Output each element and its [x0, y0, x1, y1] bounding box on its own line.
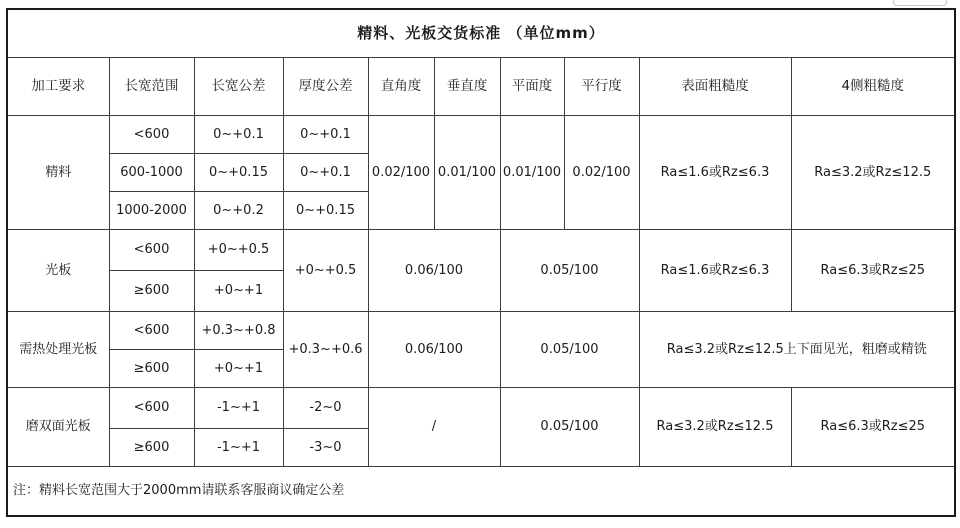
cell-lw-tolerance: +0.3~+0.8: [194, 312, 283, 350]
cell-lw-tolerance: +0~+1: [194, 350, 283, 388]
title-row: [7, 9, 955, 58]
cell-four-side-roughness: Ra≤3.2或Rz≤12.5: [791, 116, 955, 230]
cell-range: ≥600: [109, 429, 194, 467]
table-title: 精料、光板交货标准 （单位mm）: [7, 9, 955, 58]
header-row: [7, 58, 955, 116]
col-header-squareness: 直角度: [368, 58, 434, 116]
table-row: [7, 116, 955, 154]
group-label-double-ground-plate: 磨双面光板: [7, 388, 109, 467]
cell-lw-tolerance: 0~+0.2: [194, 192, 283, 230]
cell-range: <600: [109, 230, 194, 271]
cell-range: ≥600: [109, 271, 194, 312]
cell-squareness-perpendicularity: /: [368, 388, 500, 467]
cell-surface-roughness: Ra≤3.2或Rz≤12.5: [639, 388, 791, 467]
col-header-surface-roughness: 表面粗糙度: [639, 58, 791, 116]
cell-range: <600: [109, 388, 194, 429]
cell-thickness-tolerance: 0~+0.1: [283, 116, 368, 154]
cell-squareness: 0.02/100: [368, 116, 434, 230]
group-label-fine-material: 精料: [7, 116, 109, 230]
cell-thickness-tolerance: +0~+0.5: [283, 230, 368, 312]
cell-perpendicularity: 0.01/100: [434, 116, 500, 230]
screen-artifact: [893, 0, 947, 6]
cell-four-side-roughness: Ra≤6.3或Rz≤25: [791, 388, 955, 467]
cell-four-side-roughness: Ra≤6.3或Rz≤25: [791, 230, 955, 312]
cell-range: <600: [109, 116, 194, 154]
cell-thickness-tolerance: 0~+0.1: [283, 154, 368, 192]
table-note: 注：精料长宽范围大于2000mm请联系客服商议确定公差: [7, 467, 955, 517]
cell-range: 600-1000: [109, 154, 194, 192]
col-header-process-requirement: 加工要求: [7, 58, 109, 116]
cell-thickness-tolerance: -2~0: [283, 388, 368, 429]
col-header-four-side-roughness: 4侧粗糙度: [791, 58, 955, 116]
cell-surface-roughness: Ra≤1.6或Rz≤6.3: [639, 230, 791, 312]
cell-range: 1000-2000: [109, 192, 194, 230]
cell-parallelism: 0.02/100: [564, 116, 639, 230]
delivery-standard-table: [6, 8, 956, 517]
cell-flatness-parallelism: 0.05/100: [500, 312, 639, 388]
cell-lw-tolerance: -1~+1: [194, 429, 283, 467]
group-label-heat-treated-plate: 需热处理光板: [7, 312, 109, 388]
cell-flatness: 0.01/100: [500, 116, 564, 230]
group-label-plain-plate: 光板: [7, 230, 109, 312]
cell-flatness-parallelism: 0.05/100: [500, 230, 639, 312]
col-header-perpendicularity: 垂直度: [434, 58, 500, 116]
note-row: [7, 467, 955, 517]
table-row: [7, 388, 955, 429]
cell-lw-tolerance: +0~+1: [194, 271, 283, 312]
col-header-length-width-tolerance: 长宽公差: [194, 58, 283, 116]
cell-roughness-combined: Ra≤3.2或Rz≤12.5上下面见光，粗磨或精铣: [639, 312, 955, 388]
cell-range: ≥600: [109, 350, 194, 388]
table-row: [7, 230, 955, 271]
cell-lw-tolerance: 0~+0.1: [194, 116, 283, 154]
cell-squareness-perpendicularity: 0.06/100: [368, 230, 500, 312]
cell-range: <600: [109, 312, 194, 350]
cell-lw-tolerance: +0~+0.5: [194, 230, 283, 271]
col-header-thickness-tolerance: 厚度公差: [283, 58, 368, 116]
cell-thickness-tolerance: +0.3~+0.6: [283, 312, 368, 388]
cell-squareness-perpendicularity: 0.06/100: [368, 312, 500, 388]
cell-lw-tolerance: 0~+0.15: [194, 154, 283, 192]
cell-lw-tolerance: -1~+1: [194, 388, 283, 429]
col-header-length-width-range: 长宽范围: [109, 58, 194, 116]
col-header-flatness: 平面度: [500, 58, 564, 116]
cell-surface-roughness: Ra≤1.6或Rz≤6.3: [639, 116, 791, 230]
cell-thickness-tolerance: 0~+0.15: [283, 192, 368, 230]
table-row: [7, 312, 955, 350]
cell-flatness-parallelism: 0.05/100: [500, 388, 639, 467]
col-header-parallelism: 平行度: [564, 58, 639, 116]
cell-thickness-tolerance: -3~0: [283, 429, 368, 467]
